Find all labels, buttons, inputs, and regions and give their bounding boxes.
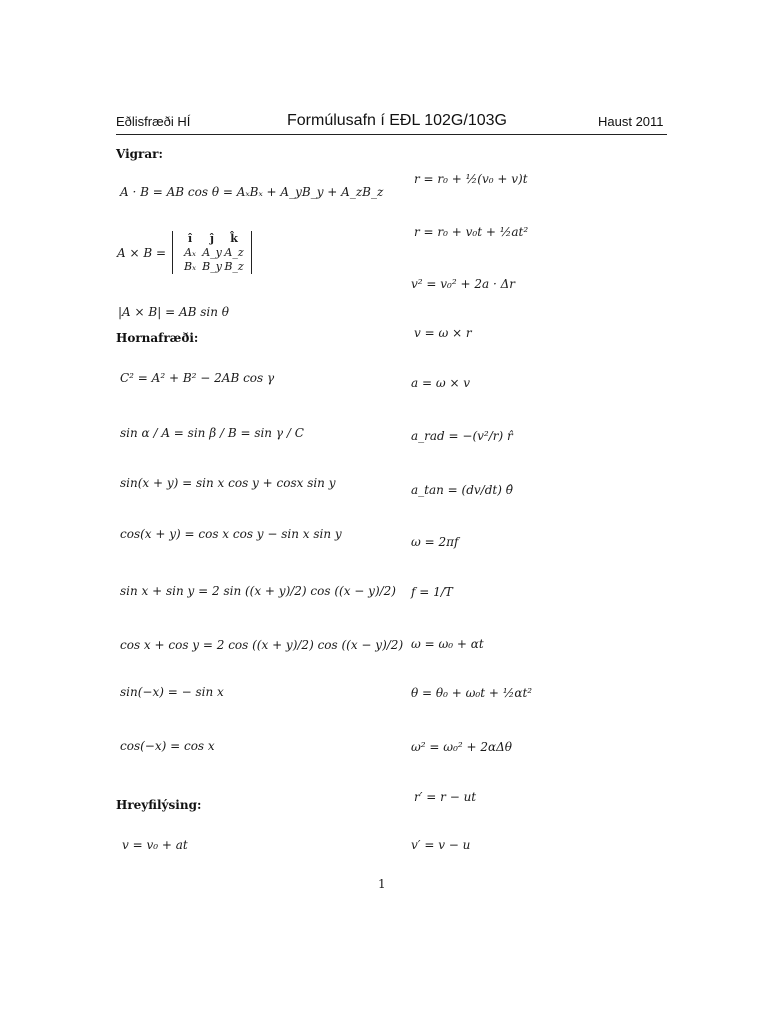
section-hornafraedi: Hornafræði: (116, 331, 199, 345)
eq-omega-squared: ω² = ω₀² + 2αΔθ (411, 740, 512, 754)
eq-dot-product: A · B = AB cos θ = AₓBₓ + A_yB_y + A_zB_z (120, 185, 384, 199)
det-cell: Aₓ (184, 246, 196, 259)
eq-v-omega-cross: v = ω × r (414, 326, 472, 340)
eq-velocity: v = v₀ + at (122, 838, 188, 852)
det-cell: A_z (224, 246, 244, 259)
det-cell: ĵ (210, 232, 215, 245)
det-cell: Bₓ (184, 260, 197, 273)
eq-cross-product (117, 231, 252, 274)
header-right: Haust 2011 (598, 114, 664, 129)
header-rule (116, 134, 667, 135)
section-vigrar: Vigrar: (116, 147, 163, 161)
section-hreyfilysing: Hreyfilýsing: (116, 798, 202, 812)
det-cell: A_y (202, 246, 222, 259)
eq-sin-plus-sin: sin x + sin y = 2 sin ((x + y)/2) cos ((x − y)/2) (120, 584, 396, 598)
eq-omega-linear: ω = ω₀ + αt (411, 637, 484, 651)
eq-a-tangential: a_tan = (dv/dt) θ̂ (411, 483, 513, 497)
eq-velocity-squared: v² = v₀² + 2a · Δr (411, 277, 515, 291)
eq-r-prime: r′ = r − ut (414, 790, 477, 804)
cross-lhs: A × B = (117, 245, 167, 260)
cross-determinant (172, 231, 252, 274)
det-cell: k̂ (230, 232, 238, 245)
eq-theta: θ = θ₀ + ω₀t + ½αt² (411, 686, 533, 700)
eq-sin-sum: sin(x + y) = sin x cos y + cosx sin y (120, 476, 336, 490)
eq-position-accel: r = r₀ + v₀t + ½at² (414, 225, 529, 239)
eq-law-of-sines: sin α / A = sin β / B = sin γ / C (120, 426, 304, 440)
det-cell: B_y (202, 260, 222, 273)
det-cell: î (187, 232, 193, 245)
eq-cos-plus-cos: cos x + cos y = 2 cos ((x + y)/2) cos ((x − y)/2) (120, 638, 404, 652)
eq-omega-freq: ω = 2πf (411, 535, 459, 549)
eq-law-of-cosines: C² = A² + B² − 2AB cos γ (120, 371, 275, 385)
eq-frequency: f = 1/T (411, 585, 453, 599)
eq-cos-sum: cos(x + y) = cos x cos y − sin x sin y (120, 527, 342, 541)
eq-v-prime: v′ = v − u (411, 838, 471, 852)
header-left: Eðlisfræði HÍ (116, 114, 191, 129)
det-cell: B_z (224, 260, 244, 273)
eq-cos-negative: cos(−x) = cos x (120, 739, 215, 753)
eq-cross-magnitude: |A × B| = AB sin θ (118, 305, 229, 319)
page-number: 1 (378, 877, 386, 891)
eq-sin-negative: sin(−x) = − sin x (120, 685, 224, 699)
eq-a-radial: a_rad = −(v²/r) r̂ (411, 429, 513, 443)
eq-a-omega-cross: a = ω × v (411, 376, 471, 390)
eq-position-avg: r = r₀ + ½(v₀ + v)t (414, 172, 528, 186)
page-title: Formúlusafn í EÐL 102G/103G (287, 112, 507, 129)
